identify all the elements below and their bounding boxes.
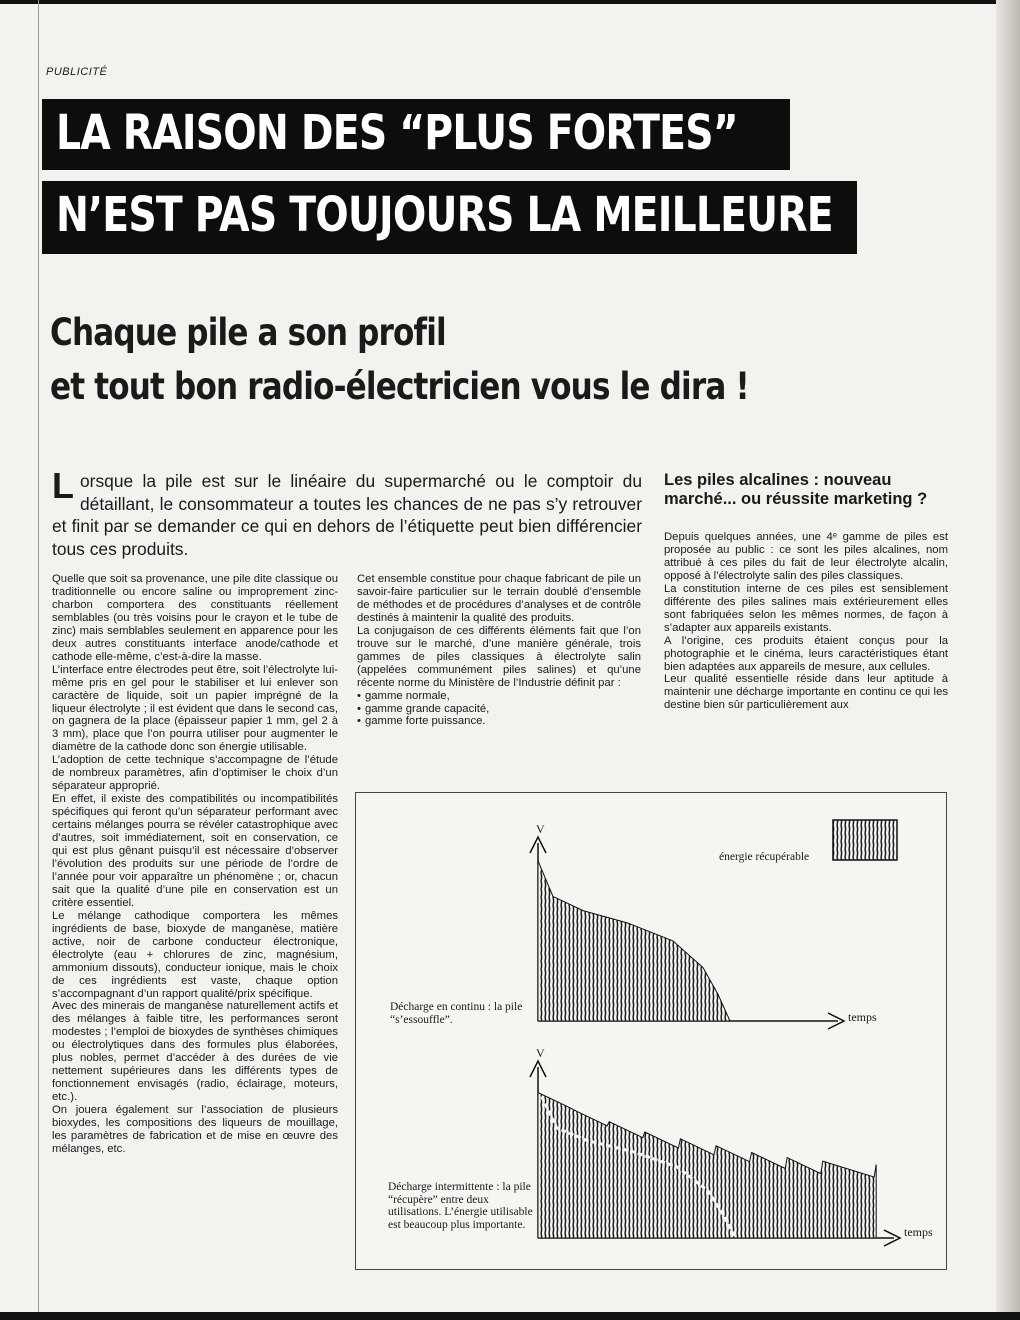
intermittent-discharge-chart xyxy=(530,1061,900,1246)
bottom-edge xyxy=(0,1312,1020,1320)
col1-paragraph: En effet, il existe des compatibilités ou incompatibilités spécifiques qui feront qu’un séparateur performant avec certains mélanges pourra se révéler catastrophique avec d’autres, soit immédiatement, soit en conservation, ce qui est plus gênant puisqu’il est nécessaire d’observer l’évolution des produits sur une période de l’ordre de l’année pour voir apparaître un phénomène ; or, chacun sait que la qualité d’une pile en conservation est un critère essentiel. xyxy=(52,793,338,909)
col3-paragraph: A l’origine, ces produits étaient conçus pour la photographie et le cinéma, leurs caractéristiques étant bien adaptées aux appareils de mesure, aux cellules. xyxy=(664,634,948,673)
column-2 xyxy=(357,573,641,728)
legend-swatch xyxy=(833,820,897,860)
column-3 xyxy=(664,531,948,712)
energy-area-2 xyxy=(538,1093,876,1238)
gutter-line xyxy=(38,0,39,1320)
subheadline-line-2: et tout bon radio-électricien vous le dira ! xyxy=(50,365,749,408)
top-edge xyxy=(0,0,1020,4)
col1-paragraph: L’adoption de cette technique s’accompagne de l’étude de nombreux paramètres, afin d’optimiser le choix d’un séparateur approprié. xyxy=(52,754,338,793)
col1-paragraph: Quelle que soit sa provenance, une pile dite classique ou traditionnelle ou encore saline ou improprement zinc-charbon comportera des constituants réellement semblables (ou très voisins pour le crayon et le tube de zinc) mais semblables seulement en apparence pour les deux autres constituants interface anode/cathode et cathode elle-même, c’est-à-dire la masse. xyxy=(52,573,338,663)
col1-paragraph: L’interface entre électrodes peut être, soit l’électrolyte lui-même pris en gel pour le stabiliser et lui enlever son caractère de liquide, soit un papier imprégné de la liqueur électrolyte ; il est évident que dans le second cas, on gagnera de la place (épaisseur papier 1 mm, gel 2 à 3 mm), place que l’on pourra utiliser pour augmenter le diamètre de la cathode donc son énergie utilisable. xyxy=(52,663,338,754)
y-axis-label-2: V xyxy=(536,1046,545,1060)
headline-line-2 xyxy=(42,181,857,254)
drop-cap: L xyxy=(52,471,74,499)
lead-text: orsque la pile est sur le linéaire du supermarché ou le comptoir du détaillant, le consommateur a toutes les chances de ne pas s’y retrouver et finit par se demander ce qui en dehors de l’étiquette peut bien différencier tous ces produits. xyxy=(52,471,642,559)
energy-area-1 xyxy=(538,861,730,1021)
headline-text-2: N’EST PAS TOUJOURS LA MEILLEURE xyxy=(56,187,833,243)
headline-text-1: LA RAISON DES “PLUS FORTES” xyxy=(56,105,738,161)
continuous-discharge-chart xyxy=(530,837,844,1029)
x-axis-label-2: temps xyxy=(904,1225,933,1239)
col2-paragraph: Cet ensemble constitue pour chaque fabricant de pile un savoir-faire particulier sur le terrain doublé d’ensemble de méthodes et de procédures d’analyses et de contrôle destinés à maintenir la qualité des produits. xyxy=(357,573,641,624)
column-1 xyxy=(52,573,338,1156)
subheadline-line-1: Chaque pile a son profil xyxy=(50,311,446,354)
col3-paragraph: Leur qualité essentielle réside dans leur aptitude à maintenir une décharge importante en continu ce qui les destine bien sûr particulièrement aux xyxy=(664,673,948,712)
col1-paragraph: On jouera également sur l’association de plusieurs bioxydes, les compositions des liqueurs de mouillage, les paramètres de fabrication et de mise en œuvre des mélanges, etc. xyxy=(52,1104,338,1155)
gamme-list xyxy=(357,690,641,729)
discharge-figure xyxy=(355,792,947,1270)
lead-paragraph xyxy=(52,470,642,560)
legend-label: énergie récupérable xyxy=(719,851,810,863)
list-item: • gamme grande capacité, xyxy=(357,703,641,716)
kicker: PUBLICITÉ xyxy=(46,66,108,78)
y-axis-label-1: V xyxy=(536,822,545,836)
chart1-caption: Décharge en continu : la pile “s’essouffle”. xyxy=(390,1001,523,1026)
list-item: • gamme normale, xyxy=(357,690,641,703)
page-edge xyxy=(996,0,1020,1320)
col2-paragraph: La conjugaison de ces différents éléments fait que l’on trouve sur le marché, d’une manière générale, trois gammes de piles classiques à électrolyte salin (appelées communément piles salines) et qu’une récente norme du Ministère de l’Industrie définit par : xyxy=(357,624,641,689)
section-heading: Les piles alcalines : nouveau marché... ou réussite marketing ? xyxy=(664,471,928,508)
col1-paragraph: Le mélange cathodique comportera les mêmes ingrédients de base, bioxyde de manganèse, matière active, noir de carbone conducteur électronique, électrolyte (eau + chlorures de zinc, magnésium, ammonium dissouts), conducteur ionique, mais le choix de ces ingrédients est vaste, chaque option s’accompagnant d’un rapport qualité/prix spécifique. xyxy=(52,909,338,1000)
col3-paragraph: La constitution interne de ces piles est sensiblement différente des piles salines mais extérieurement elles sont fabriquées selon les mêmes normes, de façon à s’adapter aux appareils existants. xyxy=(664,582,948,634)
headline-line-1 xyxy=(42,99,790,170)
list-item: • gamme forte puissance. xyxy=(357,715,641,728)
col1-paragraph: Avec des minerais de manganèse naturellement actifs et des mélanges à faible titre, les performances seront modestes ; l’emploi de bioxydes de synthèses chimiques ou électrolytiques dans des formules plus élaborées, plus nobles, permet d’accéder à des durées de vie nettement supérieures dans les différents types de fonctionnement envisagés (radio, éclairage, moteurs, etc.). xyxy=(52,1000,338,1104)
col3-paragraph: Depuis quelques années, une 4ᵉ gamme de piles est proposée au public : ce sont les piles alcalines, nom attribué à ces piles du fait de leur électrolyte alcalin, opposé à l’électrolyte salin des piles classiques. xyxy=(664,531,948,582)
chart2-caption: Décharge intermittente : la pile “récupère” entre deux utilisations. L’énergie utilisable est beaucoup plus importante. xyxy=(388,1181,533,1231)
x-axis-label-1: temps xyxy=(848,1010,877,1024)
